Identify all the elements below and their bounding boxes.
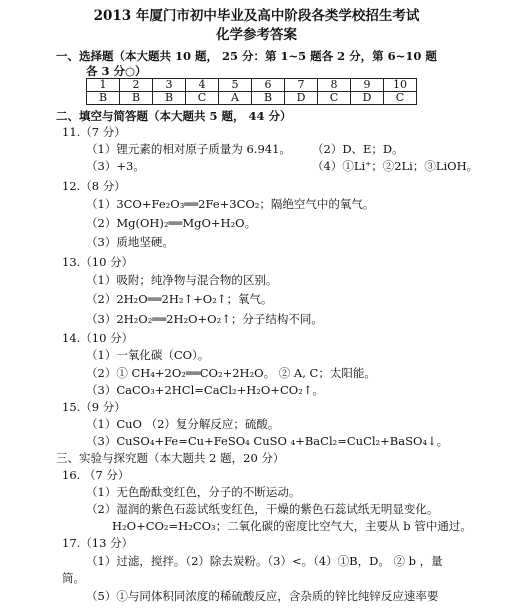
question-number-cell: 4: [186, 79, 219, 92]
question-number-cell: 2: [120, 79, 153, 92]
question-number-cell: 6: [252, 79, 285, 92]
q17-label: 17.（13 分）: [62, 536, 134, 550]
answer-cell: B: [87, 92, 120, 105]
answer-table: [86, 78, 417, 105]
q12-answer-3: （3）质地坚硬。: [86, 235, 174, 249]
q13-label: 13.（10 分）: [62, 255, 134, 269]
section3-heading: 三、实验与探究题（本大题共 2 题，20 分）: [56, 451, 285, 465]
question-number-cell: 10: [384, 79, 417, 92]
question-number-cell: 9: [351, 79, 384, 92]
q11-answer-1: （1）锂元素的相对原子质量为 6.941。: [86, 142, 291, 156]
q16-answer-2: （2）湿润的紫色石蕊试纸变红色，干燥的紫色石蕊试纸无明显变化。: [86, 502, 439, 516]
q17-answer-2: （5）①与同体积同浓度的稀硫酸反应，含杂质的锌比纯锌反应速率要: [86, 589, 439, 603]
answer-cell: C: [384, 92, 417, 105]
answer-cell: B: [252, 92, 285, 105]
q17-answer-1: （1）过滤，搅拌。（2）除去炭粉。（3）<。（4）①B，D。 ② b ，量: [86, 554, 443, 568]
q12-answer-1: （1）3CO+Fe₂O₃══2Fe+3CO₂；隔绝空气中的氧气。: [86, 197, 375, 211]
q12-answer-2: （2）Mg(OH)₂══MgO+H₂O。: [86, 216, 257, 230]
q15-label: 15.（9 分）: [62, 400, 126, 414]
answer-cell: A: [219, 92, 252, 105]
section1-heading: 一、选择题（本大题共 10 题， 25 分：第 1~5 题各 2 分，第 6~10 题: [56, 49, 437, 63]
document-subtitle: 化学参考答案: [216, 27, 297, 43]
q14-answer-1: （1）一氧化碳（CO）。: [86, 348, 210, 362]
q15-answer-1: （1）CuO （2）复分解反应；硫酸。: [86, 417, 280, 431]
document-title: 2013 年厦门市初中毕业及高中阶段各类学校招生考试: [93, 8, 420, 24]
question-number-cell: 1: [87, 79, 120, 92]
answer-cell: C: [186, 92, 219, 105]
answer-table-number-row: [87, 79, 417, 92]
answer-cell: D: [351, 92, 384, 105]
answer-cell: D: [285, 92, 318, 105]
q11-answer-2: （2）D、E；D。: [312, 142, 404, 156]
q11-label: 11.（7 分）: [62, 125, 126, 139]
q16-answer-1: （1）无色酚酞变红色，分子的不断运动。: [86, 485, 301, 499]
q16-answer-3: H₂O+CO₂=H₂CO₃；二氧化碳的密度比空气大，主要从 b 管中通过。: [112, 519, 472, 533]
question-number-cell: 8: [318, 79, 351, 92]
answer-table-answer-row: [87, 92, 417, 105]
q11-answer-3: （3）+3。: [86, 159, 145, 173]
answer-cell: B: [120, 92, 153, 105]
q13-answer-2: （2）2H₂O══2H₂↑+O₂↑；氧气。: [86, 292, 273, 306]
q11-answer-4: （4）①Li⁺；②2Li；③LiOH。: [312, 159, 479, 173]
question-number-cell: 3: [153, 79, 186, 92]
section2-heading: 二、填空与简答题（本大题共 5 题， 44 分）: [56, 109, 292, 123]
q15-answer-2: （3）CuSO₄+Fe=Cu+FeSO₄ CuSO ₄+BaCl₂=CuCl₂+BaSO₄↓。: [86, 434, 449, 448]
q16-label: 16. （7 分）: [62, 468, 130, 482]
answer-cell: B: [153, 92, 186, 105]
q17-answer-1-cont: 筒。: [62, 571, 85, 585]
answer-cell: C: [318, 92, 351, 105]
question-number-cell: 7: [285, 79, 318, 92]
q13-answer-1: （1）吸附；纯净物与混合物的区别。: [86, 273, 278, 287]
section1-heading-cont: 各 3 分○）: [86, 64, 147, 78]
q12-label: 12.（8 分）: [62, 179, 126, 193]
q14-answer-2: （2）① CH₄+2O₂══CO₂+2H₂O。 ② A, C；太阳能。: [86, 366, 376, 380]
q14-answer-3: （3）CaCO₃+2HCl=CaCl₂+H₂O+CO₂↑。: [86, 383, 324, 397]
question-number-cell: 5: [219, 79, 252, 92]
q14-label: 14.（10 分）: [62, 331, 134, 345]
q13-answer-3: （3）2H₂O₂══2H₂O+O₂↑；分子结构不同。: [86, 312, 323, 326]
